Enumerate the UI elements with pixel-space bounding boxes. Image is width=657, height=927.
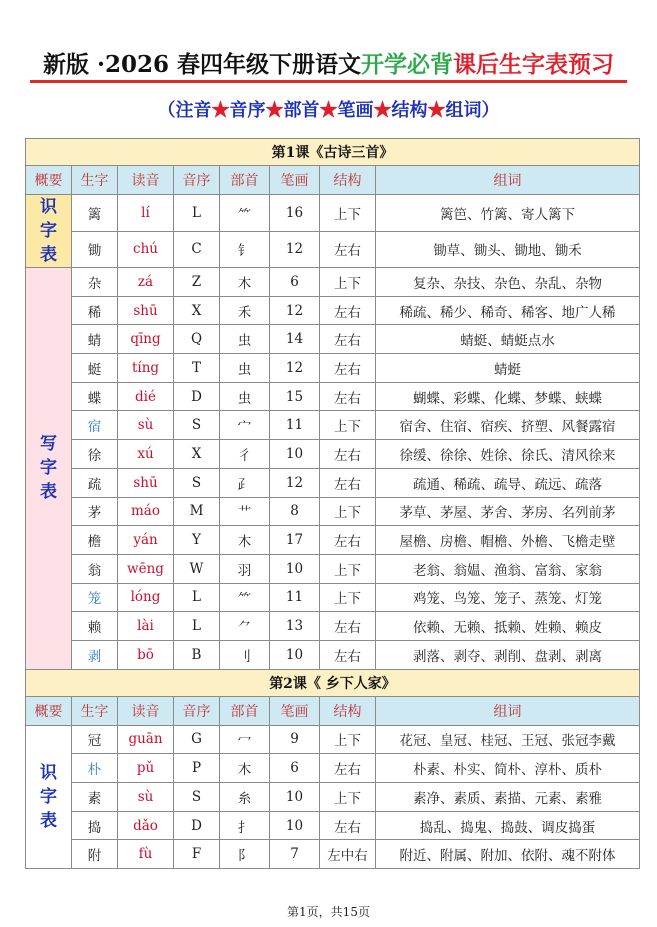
column-header: 结构 <box>320 696 376 725</box>
table-row <box>26 554 640 583</box>
structure-cell: 左右 <box>320 612 376 641</box>
strokes-cell: 6 <box>270 754 320 783</box>
column-header: 笔画 <box>270 166 320 195</box>
char-cell: 徐 <box>72 440 118 469</box>
table-row <box>26 754 640 783</box>
column-header: 概要 <box>26 166 72 195</box>
initial-cell: S <box>174 783 220 812</box>
strokes-cell: 8 <box>270 497 320 526</box>
structure-cell: 上下 <box>320 725 376 754</box>
initial-cell: W <box>174 554 220 583</box>
lesson-title-row <box>26 669 640 696</box>
initial-cell: P <box>174 754 220 783</box>
strokes-cell: 14 <box>270 325 320 354</box>
structure-cell: 左右 <box>320 440 376 469</box>
title-part-2: 开学必背 <box>361 51 454 78</box>
radical-cell: 木 <box>220 754 270 783</box>
pinyin-cell: sù <box>118 411 174 440</box>
initial-cell: D <box>174 382 220 411</box>
title-part-3: 课后生字表预习 <box>453 51 615 78</box>
table-row <box>26 840 640 869</box>
char-cell: 蜓 <box>72 354 118 383</box>
radical-cell: 刂 <box>220 640 270 669</box>
initial-cell: L <box>174 583 220 612</box>
pinyin-cell: dié <box>118 382 174 411</box>
initial-cell: G <box>174 725 220 754</box>
radical-cell: 羽 <box>220 554 270 583</box>
words-cell: 剥落、剥夺、剥削、盘剥、剥离 <box>376 640 640 669</box>
pinyin-cell: tíng <box>118 354 174 383</box>
radical-cell: 冖 <box>220 725 270 754</box>
structure-cell: 左中右 <box>320 840 376 869</box>
strokes-cell: 10 <box>270 811 320 840</box>
pinyin-cell: bō <box>118 640 174 669</box>
words-cell: 锄草、锄头、锄地、锄禾 <box>376 231 640 268</box>
pinyin-cell: pǔ <box>118 754 174 783</box>
lesson-title: 第1课《古诗三首》 <box>26 139 640 166</box>
structure-cell: 左右 <box>320 811 376 840</box>
initial-cell: L <box>174 195 220 232</box>
lesson-title: 第2课《 乡下人家》 <box>26 669 640 696</box>
table-row <box>26 382 640 411</box>
words-cell: 疏通、稀疏、疏导、疏远、疏落 <box>376 468 640 497</box>
column-header: 生字 <box>72 696 118 725</box>
column-header: 音序 <box>174 166 220 195</box>
strokes-cell: 17 <box>270 526 320 555</box>
category-char: 识 <box>40 197 57 217</box>
initial-cell: Y <box>174 526 220 555</box>
radical-cell: 虫 <box>220 354 270 383</box>
table-row <box>26 325 640 354</box>
table-row <box>26 195 640 232</box>
table-row <box>26 583 640 612</box>
column-header: 音序 <box>174 696 220 725</box>
words-cell: 蜻蜓、蜻蜓点水 <box>376 325 640 354</box>
subtitle-open: （ <box>157 100 176 121</box>
strokes-cell: 6 <box>270 268 320 297</box>
strokes-cell: 12 <box>270 231 320 268</box>
subtitle <box>0 96 657 122</box>
radical-cell: 扌 <box>220 811 270 840</box>
initial-cell: L <box>174 612 220 641</box>
initial-cell: B <box>174 640 220 669</box>
subtitle-item: 组词 <box>445 100 482 121</box>
category-cell <box>26 195 72 268</box>
initial-cell: C <box>174 231 220 268</box>
initial-cell: M <box>174 497 220 526</box>
category-char: 表 <box>40 245 57 265</box>
words-cell: 茅草、茅屋、茅舍、茅房、名列前茅 <box>376 497 640 526</box>
radical-cell: 虫 <box>220 325 270 354</box>
pinyin-cell: qīng <box>118 325 174 354</box>
words-cell: 鸡笼、鸟笼、笼子、蒸笼、灯笼 <box>376 583 640 612</box>
strokes-cell: 9 <box>270 725 320 754</box>
strokes-cell: 10 <box>270 440 320 469</box>
pinyin-cell: máo <box>118 497 174 526</box>
structure-cell: 左右 <box>320 640 376 669</box>
table-row <box>26 725 640 754</box>
radical-cell: ⺮ <box>220 195 270 232</box>
structure-cell: 上下 <box>320 783 376 812</box>
char-cell: 附 <box>72 840 118 869</box>
char-cell: 素 <box>72 783 118 812</box>
char-cell: 疏 <box>72 468 118 497</box>
structure-cell: 上下 <box>320 554 376 583</box>
title-underline <box>30 80 627 83</box>
strokes-cell: 12 <box>270 354 320 383</box>
table-row <box>26 440 640 469</box>
subtitle-close: ） <box>481 100 500 121</box>
structure-cell: 左右 <box>320 325 376 354</box>
radical-cell: 钅 <box>220 231 270 268</box>
char-cell: 杂 <box>72 268 118 297</box>
initial-cell: Q <box>174 325 220 354</box>
char-cell: 茅 <box>72 497 118 526</box>
column-header: 部首 <box>220 166 270 195</box>
table-row <box>26 783 640 812</box>
initial-cell: X <box>174 296 220 325</box>
table-row <box>26 526 640 555</box>
initial-cell: Z <box>174 268 220 297</box>
radical-cell: 木 <box>220 526 270 555</box>
char-cell: 笼 <box>72 583 118 612</box>
words-cell: 依赖、无赖、抵赖、姓赖、赖皮 <box>376 612 640 641</box>
words-cell: 稀疏、稀少、稀奇、稀客、地广人稀 <box>376 296 640 325</box>
char-cell: 檐 <box>72 526 118 555</box>
subtitle-item: 注音 <box>175 100 212 121</box>
words-cell: 老翁、翁媪、渔翁、富翁、家翁 <box>376 554 640 583</box>
initial-cell: S <box>174 468 220 497</box>
table-row <box>26 354 640 383</box>
column-header: 结构 <box>320 166 376 195</box>
words-cell: 篱笆、竹篱、寄人篱下 <box>376 195 640 232</box>
words-cell: 屋檐、房檐、帽檐、外檐、飞檐走壁 <box>376 526 640 555</box>
structure-cell: 左右 <box>320 231 376 268</box>
star-icon: ★ <box>265 100 284 121</box>
radical-cell: 艹 <box>220 497 270 526</box>
lesson-title-row <box>26 139 640 166</box>
pinyin-cell: wēng <box>118 554 174 583</box>
pinyin-cell: sù <box>118 783 174 812</box>
title-part-1: 新版 ·2026 春四年级下册语文 <box>42 51 362 78</box>
words-cell: 捣乱、捣鬼、捣鼓、调皮捣蛋 <box>376 811 640 840</box>
table-row <box>26 231 640 268</box>
subtitle-item: 部首 <box>283 100 320 121</box>
category-char: 表 <box>40 810 57 831</box>
category-char: 字 <box>40 221 57 241</box>
pinyin-cell: chú <box>118 231 174 268</box>
table-row <box>26 268 640 297</box>
category-char: 识 <box>40 762 57 783</box>
words-cell: 花冠、皇冠、桂冠、王冠、张冠李戴 <box>376 725 640 754</box>
page-title <box>0 46 657 79</box>
radical-cell: 宀 <box>220 411 270 440</box>
strokes-cell: 11 <box>270 411 320 440</box>
column-header: 读音 <box>118 166 174 195</box>
column-header: 部首 <box>220 696 270 725</box>
table-row <box>26 640 640 669</box>
words-cell: 附近、附属、附加、依附、魂不附体 <box>376 840 640 869</box>
char-cell: 篱 <box>72 195 118 232</box>
strokes-cell: 10 <box>270 783 320 812</box>
vocabulary-table <box>25 138 640 869</box>
structure-cell: 上下 <box>320 411 376 440</box>
pinyin-cell: dǎo <box>118 811 174 840</box>
pinyin-cell: yán <box>118 526 174 555</box>
table-row <box>26 612 640 641</box>
column-header: 读音 <box>118 696 174 725</box>
radical-cell: 禾 <box>220 296 270 325</box>
table-row <box>26 811 640 840</box>
structure-cell: 左右 <box>320 382 376 411</box>
structure-cell: 左右 <box>320 526 376 555</box>
char-cell: 冠 <box>72 725 118 754</box>
pinyin-cell: xú <box>118 440 174 469</box>
strokes-cell: 10 <box>270 640 320 669</box>
pinyin-cell: zá <box>118 268 174 297</box>
strokes-cell: 10 <box>270 554 320 583</box>
radical-cell: ⺈ <box>220 612 270 641</box>
initial-cell: X <box>174 440 220 469</box>
pinyin-cell: lí <box>118 195 174 232</box>
pinyin-cell: shū <box>118 468 174 497</box>
page-footer: 第1页，共15页 <box>287 905 370 919</box>
pinyin-cell: guān <box>118 725 174 754</box>
pinyin-cell: shū <box>118 296 174 325</box>
structure-cell: 上下 <box>320 268 376 297</box>
words-cell: 蜻蜓 <box>376 354 640 383</box>
char-cell: 赖 <box>72 612 118 641</box>
radical-cell: ⺮ <box>220 583 270 612</box>
radical-cell: 阝 <box>220 840 270 869</box>
header-row <box>26 696 640 725</box>
strokes-cell: 11 <box>270 583 320 612</box>
radical-cell: 木 <box>220 268 270 297</box>
star-icon: ★ <box>427 100 446 121</box>
column-header: 组词 <box>376 166 640 195</box>
category-char: 字 <box>40 786 57 807</box>
char-cell: 捣 <box>72 811 118 840</box>
words-cell: 素净、素质、素描、元素、素雅 <box>376 783 640 812</box>
star-icon: ★ <box>211 100 230 121</box>
strokes-cell: 13 <box>270 612 320 641</box>
header-row <box>26 166 640 195</box>
strokes-cell: 12 <box>270 296 320 325</box>
char-cell: 稀 <box>72 296 118 325</box>
structure-cell: 左右 <box>320 296 376 325</box>
category-cell <box>26 268 72 670</box>
initial-cell: T <box>174 354 220 383</box>
structure-cell: 上下 <box>320 497 376 526</box>
category-char: 写 <box>40 434 57 455</box>
structure-cell: 上下 <box>320 195 376 232</box>
initial-cell: S <box>174 411 220 440</box>
star-icon: ★ <box>373 100 392 121</box>
column-header: 笔画 <box>270 696 320 725</box>
subtitle-item: 音序 <box>229 100 266 121</box>
char-cell: 锄 <box>72 231 118 268</box>
char-cell: 朴 <box>72 754 118 783</box>
words-cell: 徐缓、徐徐、姓徐、徐氏、清风徐来 <box>376 440 640 469</box>
strokes-cell: 16 <box>270 195 320 232</box>
structure-cell: 左右 <box>320 754 376 783</box>
category-char: 字 <box>40 458 57 479</box>
initial-cell: D <box>174 811 220 840</box>
strokes-cell: 15 <box>270 382 320 411</box>
char-cell: 蝶 <box>72 382 118 411</box>
char-cell: 剥 <box>72 640 118 669</box>
table-row <box>26 468 640 497</box>
category-char: 表 <box>40 482 57 503</box>
column-header: 组词 <box>376 696 640 725</box>
pinyin-cell: lóng <box>118 583 174 612</box>
subtitle-item: 结构 <box>391 100 428 121</box>
table-row <box>26 296 640 325</box>
words-cell: 蝴蝶、彩蝶、化蝶、梦蝶、蛱蝶 <box>376 382 640 411</box>
structure-cell: 上下 <box>320 583 376 612</box>
words-cell: 宿舍、住宿、宿疾、挤塑、风餐露宿 <box>376 411 640 440</box>
char-cell: 翁 <box>72 554 118 583</box>
column-header: 概要 <box>26 696 72 725</box>
char-cell: 宿 <box>72 411 118 440</box>
radical-cell: ⺪ <box>220 468 270 497</box>
radical-cell: 糸 <box>220 783 270 812</box>
star-icon: ★ <box>319 100 338 121</box>
initial-cell: F <box>174 840 220 869</box>
structure-cell: 左右 <box>320 354 376 383</box>
strokes-cell: 12 <box>270 468 320 497</box>
pinyin-cell: fù <box>118 840 174 869</box>
char-cell: 蜻 <box>72 325 118 354</box>
column-header: 生字 <box>72 166 118 195</box>
radical-cell: 虫 <box>220 382 270 411</box>
category-cell <box>26 725 72 868</box>
strokes-cell: 7 <box>270 840 320 869</box>
table-row <box>26 497 640 526</box>
subtitle-item: 笔画 <box>337 100 374 121</box>
words-cell: 复杂、杂技、杂色、杂乱、杂物 <box>376 268 640 297</box>
pinyin-cell: lài <box>118 612 174 641</box>
structure-cell: 左右 <box>320 468 376 497</box>
radical-cell: 彳 <box>220 440 270 469</box>
words-cell: 朴素、朴实、简朴、淳朴、质朴 <box>376 754 640 783</box>
table-row <box>26 411 640 440</box>
